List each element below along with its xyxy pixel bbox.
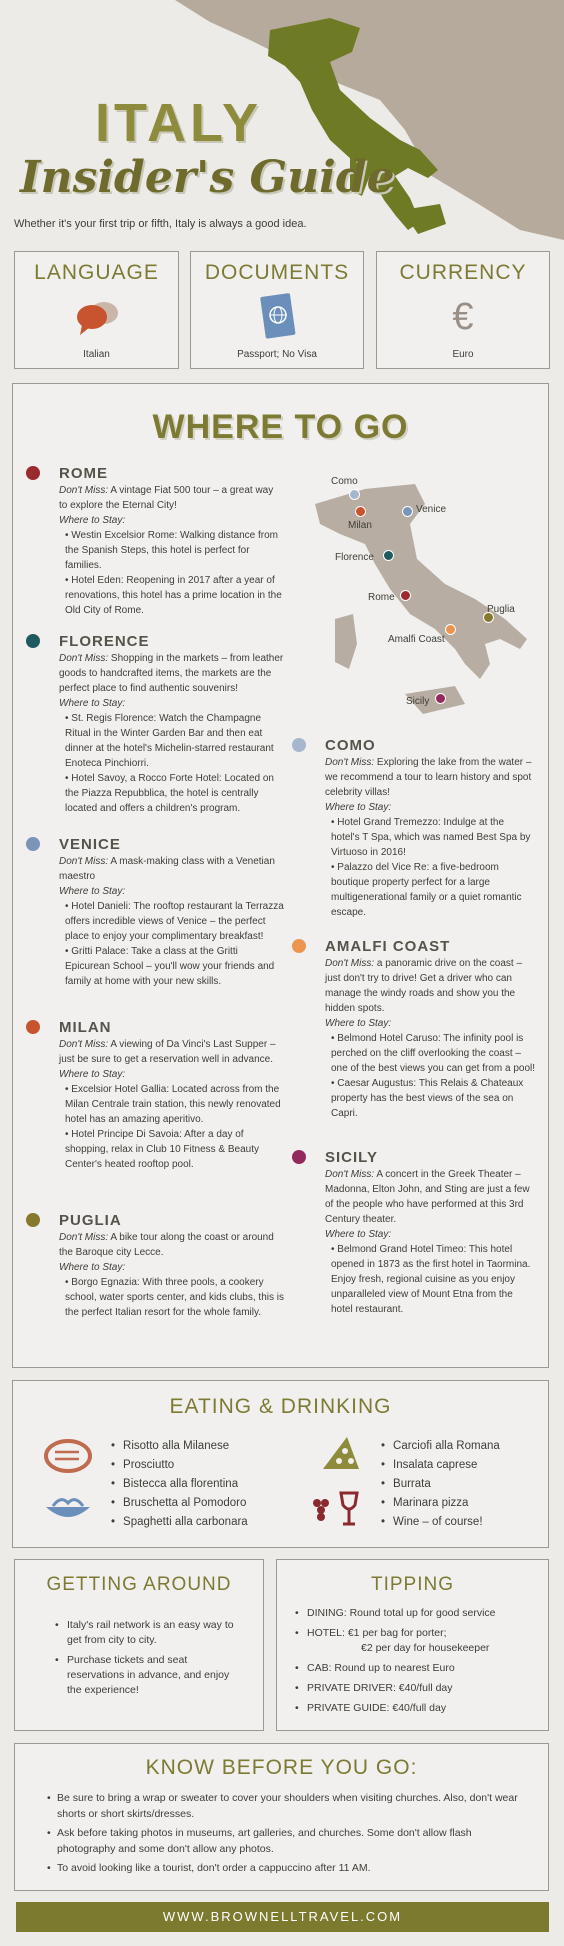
list-item: • Bruschetta al Pomodoro <box>111 1494 248 1513</box>
language-card <box>14 251 179 369</box>
puglia-stay-1: • Borgo Egnazia: With three pools, a cookery school, water sports center, and kids clubs, this is the perfect Italian resort for the whole family. <box>65 1277 284 1318</box>
list-item: • DINING: Round total up for good service <box>295 1606 545 1621</box>
venice-stay-2: • Gritti Palace: Take a class at the Gritti Epicurean School – you'll wow your friends and family at home with your new skills. <box>65 946 275 987</box>
list-item: • To avoid looking like a tourist, don't order a cappuccino after 11 AM. <box>47 1860 532 1876</box>
puglia-dont-miss: A bike tour along the coast or around the Baroque city Lecce. <box>59 1232 274 1258</box>
sicily-dot <box>292 1150 306 1164</box>
map-marker-amalfi <box>445 624 456 635</box>
milan-stay-1: • Excelsior Hotel Gallia: Located across from the Milan Centrale train station, this newly renovated hotel has an amazing aperitivo. <box>65 1084 281 1125</box>
florence-stay-label: Where to Stay: <box>59 698 126 709</box>
amalfi-name: AMALFI COAST <box>325 938 451 955</box>
rome-dont-miss: A vintage Fiat 500 tour – a great way to explore the Eternal City! <box>59 485 274 511</box>
list-item: • Wine – of course! <box>381 1513 500 1532</box>
sicily-name: SICILY <box>325 1149 378 1166</box>
amalfi-dot <box>292 939 306 953</box>
list-item: • Prosciutto <box>111 1456 248 1475</box>
getting-around-list <box>55 1618 245 1703</box>
map-label-rome: Rome <box>368 592 395 603</box>
map-label-milan: Milan <box>348 520 372 531</box>
currency-card-label: Euro <box>452 349 474 360</box>
list-item: • Spaghetti alla carbonara <box>111 1513 248 1532</box>
sicily-dont-miss: A concert in the Greek Theater – Madonna, Elton John, and Sting are just a few of the people who have performed at this 3rd Century theater. <box>325 1169 530 1225</box>
eating-list-right <box>381 1437 500 1532</box>
destination-venice <box>59 835 284 989</box>
language-card-label: Italian <box>83 349 110 360</box>
page-subtitle: Whether it's your first trip or fifth, Italy is always a good idea. <box>14 218 307 230</box>
list-item: • Marinara pizza <box>381 1494 500 1513</box>
speech-bubbles-icon <box>15 293 178 341</box>
documents-card <box>190 251 364 369</box>
list-item: • Burrata <box>381 1475 500 1494</box>
map-marker-rome <box>400 590 411 601</box>
como-name: COMO <box>325 737 376 754</box>
map-marker-venice <box>402 506 413 517</box>
map-marker-florence <box>383 550 394 561</box>
tipping-title: TIPPING <box>370 1574 454 1595</box>
destination-florence <box>59 632 284 816</box>
milan-name: MILAN <box>59 1019 112 1036</box>
rome-dont-miss-label: Don't Miss: <box>59 485 109 496</box>
como-stay-label: Where to Stay: <box>325 802 392 813</box>
header-map-graphic <box>0 0 564 245</box>
pizza-slice-icon <box>319 1433 363 1473</box>
page-script-title: Insider's Guide <box>20 152 395 203</box>
wine-grapes-icon <box>309 1489 363 1529</box>
sicily-stay-1: • Belmond Grand Hotel Timeo: This hotel opened in 1873 as the first hotel in Taormina. Enjoy fresh, regional cuisine as you enjoy unparalleled view of Mount Etna from the hotel restaurant. <box>331 1244 531 1315</box>
amalfi-dont-miss: a panoramic drive on the coast – just don't try to drive! Get a driver who can manage the windy roads and show you the hidden spots. <box>325 958 523 1014</box>
list-item: • Italy's rail network is an easy way to get from city to city. <box>55 1618 245 1648</box>
map-marker-como <box>349 489 360 500</box>
pasta-bowl-icon <box>43 1491 93 1525</box>
know-before-panel <box>14 1743 549 1891</box>
milan-stay-label: Where to Stay: <box>59 1069 126 1080</box>
map-label-como: Como <box>331 476 358 487</box>
where-to-go-panel <box>12 383 549 1368</box>
map-label-sicily: Sicily <box>406 696 430 707</box>
eating-drinking-panel <box>12 1380 549 1548</box>
venice-stay-label: Where to Stay: <box>59 886 126 897</box>
list-item: • Purchase tickets and seat reservations in advance, and enjoy the experience! <box>55 1653 245 1698</box>
destination-sicily <box>325 1148 535 1317</box>
rome-dot <box>26 466 40 480</box>
sicily-dont-miss-label: Don't Miss: <box>325 1169 375 1180</box>
footer-website-link[interactable]: WWW.BROWNELLTRAVEL.COM <box>16 1902 549 1932</box>
map-marker-milan <box>355 506 366 517</box>
milan-dot <box>26 1020 40 1034</box>
destination-como <box>325 736 535 920</box>
list-item <box>295 1626 545 1656</box>
venice-dont-miss: A mask-making class with a Venetian maestro <box>59 856 275 882</box>
tipping-list <box>295 1606 545 1721</box>
florence-dont-miss-label: Don't Miss: <box>59 653 109 664</box>
where-to-go-title: WHERE TO GO <box>152 408 409 446</box>
italy-region-map <box>305 464 545 724</box>
list-item: • Insalata caprese <box>381 1456 500 1475</box>
florence-stay-2: • Hotel Savoy, a Rocco Forte Hotel: Located on the Piazza Repubblica, the hotel is centrally located and offers a children's program. <box>65 773 274 814</box>
destination-rome <box>59 464 284 618</box>
puglia-dont-miss-label: Don't Miss: <box>59 1232 109 1243</box>
tipping-panel <box>276 1559 549 1731</box>
rome-stay-2: • Hotel Eden: Reopening in 2017 after a year of renovations, this hotel has a prime location in the Old City of Rome. <box>65 575 282 616</box>
list-item: • PRIVATE GUIDE: €40/full day <box>295 1701 545 1716</box>
documents-card-title: DOCUMENTS <box>204 261 350 284</box>
map-label-amalfi: Amalfi Coast <box>388 634 445 645</box>
florence-stay-1: • St. Regis Florence: Watch the Champagne Ritual in the Winter Garden Bar and then eat dinner at the hotel's Michelin-starred restaurant Enoteca Pinchiorri. <box>65 713 274 769</box>
eating-list-left <box>111 1437 248 1532</box>
currency-card <box>376 251 550 369</box>
eating-drinking-title: EATING & DRINKING <box>169 1395 392 1418</box>
euro-icon: € <box>452 295 474 338</box>
destination-puglia <box>59 1211 284 1320</box>
amalfi-stay-1: • Belmond Hotel Caruso: The infinity pool is perched on the cliff overlooking the coast – one of the best views you can get from a pool! <box>331 1033 536 1074</box>
rome-stay-label: Where to Stay: <box>59 515 126 526</box>
page-title: ITALY <box>95 93 263 153</box>
map-label-venice: Venice <box>416 504 447 515</box>
venice-dot <box>26 837 40 851</box>
map-label-florence: Florence <box>335 552 374 563</box>
map-marker-sicily <box>435 693 446 704</box>
getting-around-panel <box>14 1559 264 1731</box>
florence-name: FLORENCE <box>59 633 150 650</box>
documents-card-label: Passport; No Visa <box>237 349 317 360</box>
puglia-name: PUGLIA <box>59 1212 122 1229</box>
list-item: • CAB: Round up to nearest Euro <box>295 1661 545 1676</box>
destination-amalfi <box>325 937 535 1121</box>
list-item: • PRIVATE DRIVER: €40/full day <box>295 1681 545 1696</box>
venice-dont-miss-label: Don't Miss: <box>59 856 109 867</box>
como-dont-miss-label: Don't Miss: <box>325 757 375 768</box>
currency-card-title: CURRENCY <box>399 261 527 284</box>
milan-dont-miss-label: Don't Miss: <box>59 1039 109 1050</box>
florence-dont-miss: Shopping in the markets – from leather goods to handcrafted items, the markets are the perfect place to find authentic souvenirs! <box>59 653 284 694</box>
passport-icon <box>191 293 363 341</box>
como-dot <box>292 738 306 752</box>
amalfi-stay-label: Where to Stay: <box>325 1018 392 1029</box>
milan-stay-2: • Hotel Principe Di Savoia: After a day of shopping, relax in Club 10 Fitness & Beauty Center's heated rooftop pool. <box>65 1129 259 1170</box>
como-dont-miss: Exploring the lake from the water – we recommend a tour to learn history and spot celebrity villas! <box>325 757 532 798</box>
como-stay-1: • Hotel Grand Tremezzo: Indulge at the hotel's T Spa, which was named Best Spa by Virtuoso in 2016! <box>331 817 531 858</box>
amalfi-dont-miss-label: Don't Miss: <box>325 958 375 969</box>
sicily-stay-label: Where to Stay: <box>325 1229 392 1240</box>
rome-name: ROME <box>59 465 108 482</box>
list-item: • Be sure to bring a wrap or sweater to cover your shoulders when visiting churches. Also, don't wear shorts or short skirts/dresses. <box>47 1790 532 1822</box>
venice-stay-1: • Hotel Danieli: The rooftop restaurant la Terrazza offers incredible views of Venice – the perfect place to enjoy your complimentary breakfast! <box>65 901 284 942</box>
list-item: • Bistecca alla florentina <box>111 1475 248 1494</box>
list-item: • Risotto alla Milanese <box>111 1437 248 1456</box>
rome-stay-1: • Westin Excelsior Rome: Walking distance from the Spanish Steps, this hotel is perfect for families. <box>65 530 279 571</box>
map-label-puglia: Puglia <box>487 604 515 615</box>
tip-hotel-porter: HOTEL: €1 per bag for porter; <box>307 1627 447 1639</box>
tip-hotel-housekeeper: €2 per day for housekeeper <box>361 1642 490 1654</box>
know-before-list <box>47 1790 532 1879</box>
destination-milan <box>59 1018 284 1172</box>
amalfi-stay-2: • Caesar Augustus: This Relais & Chateaux property has the best views of the sea on Capri. <box>331 1078 524 1119</box>
list-item: • Carciofi alla Romana <box>381 1437 500 1456</box>
puglia-stay-label: Where to Stay: <box>59 1262 126 1273</box>
language-card-title: LANGUAGE <box>34 261 159 284</box>
getting-around-title: GETTING AROUND <box>46 1574 232 1595</box>
steak-icon <box>43 1437 93 1475</box>
list-item: • Ask before taking photos in museums, art galleries, and churches. Some don't allow flash photography and some don't allow any photos. <box>47 1825 532 1857</box>
know-before-title: KNOW BEFORE YOU GO: <box>145 1756 418 1779</box>
venice-name: VENICE <box>59 836 121 853</box>
florence-dot <box>26 634 40 648</box>
milan-dont-miss: A viewing of Da Vinci's Last Supper – just be sure to get a reservation well in advance. <box>59 1039 276 1065</box>
como-stay-2: • Palazzo del Vice Re: a five-bedroom boutique property perfect for a large multigenerational family or a quiet romantic escape. <box>331 862 522 918</box>
puglia-dot <box>26 1213 40 1227</box>
